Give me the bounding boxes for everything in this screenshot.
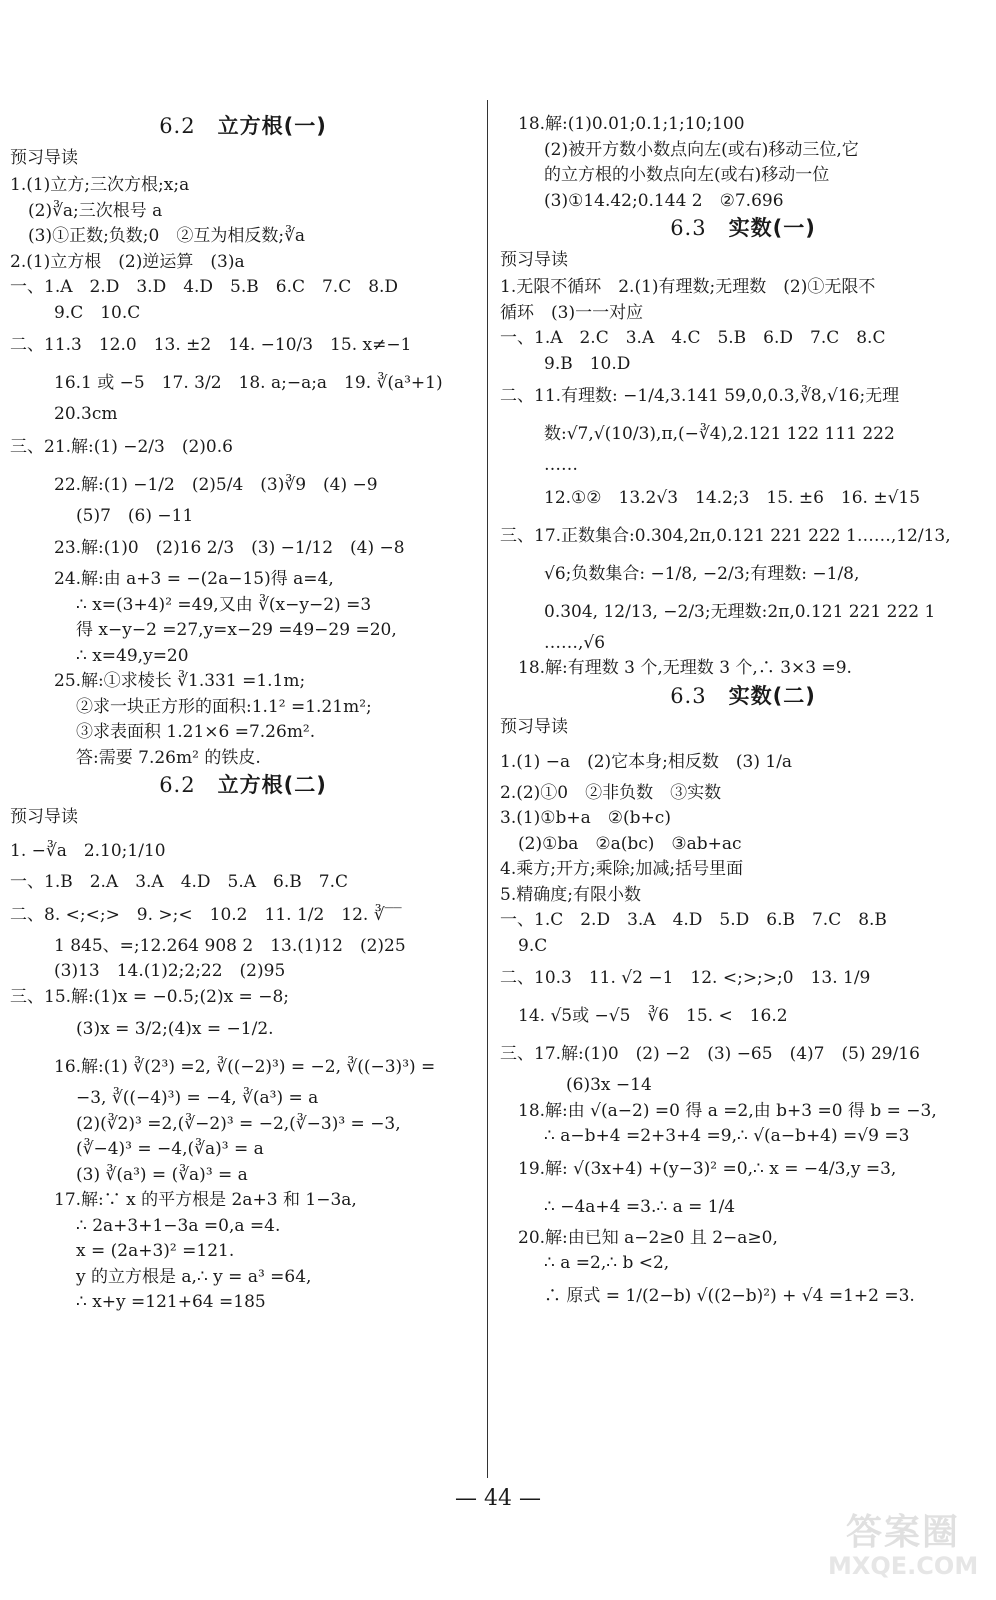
answer-line: ∴ a =2,∴ b <2,	[544, 1253, 670, 1273]
answer-line: 24.解:由 a+3 = −(2a−15)得 a=4,	[54, 569, 334, 589]
preview-heading: 预习导读	[10, 806, 78, 827]
answer-line: ∴ x=(3+4)² =49,又由 ∛(x−y−2) =3	[76, 594, 372, 615]
answer-line: 0.304, 12/13, −2/3;无理数:2π,0.121 221 222 1	[544, 601, 936, 622]
answer-line: ③求表面积 1.21×6 =7.26m².	[76, 722, 316, 742]
answer-line: 二、8. <;<;> 9. >;< 10.2 11. 1/2 12. ∛‾‾	[10, 904, 402, 925]
answer-line: 18.解:有理数 3 个,无理数 3 个,∴ 3×3 =9.	[518, 658, 852, 678]
answer-line: y 的立方根是 a,∴ y = a³ =64,	[76, 1266, 312, 1287]
section-title-text: 立方根(一)	[217, 114, 327, 138]
section-title-cube-root-2	[10, 773, 476, 799]
answer-line: 3.(1)①b+a ②(b+c)	[500, 808, 671, 828]
answer-line: ∴ x=49,y=20	[76, 645, 189, 666]
preview-heading: 预习导读	[10, 147, 78, 168]
column-divider	[487, 100, 488, 1478]
preview-heading: 预习导读	[500, 717, 568, 737]
answer-line: 1.(1)立方;三次方根;x;a	[10, 175, 190, 195]
right-column	[500, 112, 986, 1315]
answer-line: x = (2a+3)² =121.	[76, 1241, 235, 1261]
section-number: 6.2	[159, 114, 196, 138]
watermark-url: MXQE.COM	[828, 1552, 979, 1580]
answer-line: 18.解:(1)0.01;0.1;1;10;100	[518, 114, 745, 134]
answer-line: (∛−4)³ = −4,(∛a)³ = a	[76, 1139, 264, 1159]
answer-line: 一、1.C 2.D 3.A 4.D 5.D 6.B 7.C 8.B	[500, 910, 887, 930]
answer-line: 22.解:(1) −1/2 (2)5/4 (3)∛9 (4) −9	[54, 474, 378, 495]
section-title-real-numbers-1	[500, 216, 986, 242]
answer-line: 1 845、=;12.264 908 2 13.(1)12 (2)25	[54, 935, 406, 956]
answer-line: (3)①正数;负数;0 ②互为相反数;∛a	[28, 226, 306, 246]
answer-line: ∴ a−b+4 =2+3+4 =9,∴ √(a−b+4) =√9 =3	[544, 1126, 910, 1146]
answer-line: 16.1 或 −5 17. 3/2 18. a;−a;a 19. ∛(a³+1)	[54, 373, 443, 393]
answer-line: 9.C	[518, 935, 548, 956]
answer-line: 17.解:∵ x 的平方根是 2a+3 和 1−3a,	[54, 1190, 357, 1210]
section-title-text: 立方根(二)	[217, 773, 327, 797]
answer-line: (6)3x −14	[566, 1075, 652, 1095]
answer-line: (5)7 (6) −11	[76, 505, 194, 526]
answer-line: 12.①② 13.2√3 14.2;3 15. ±6 16. ±√15	[544, 487, 921, 508]
answer-line: 1.(1) −a (2)它本身;相反数 (3) 1/a	[500, 751, 793, 772]
answer-line: −3, ∛((−4)³) = −4, ∛(a³) = a	[76, 1088, 319, 1108]
section-title-text: 实数(一)	[728, 216, 816, 240]
answer-line: 19.解: √(3x+4) +(y−3)² =0,∴ x = −4/3,y =3,	[518, 1158, 897, 1179]
answer-line: √6;负数集合: −1/8, −2/3;有理数: −1/8,	[544, 563, 860, 584]
answer-line: 18.解:由 √(a−2) =0 得 a =2,由 b+3 =0 得 b = −3,	[518, 1100, 937, 1121]
answer-line: 数:√7,√(10/3),π,(−∛4),2.121 122 111 222	[544, 424, 895, 444]
answer-line: 二、10.3 11. √2 −1 12. <;>;>;0 13. 1/9	[500, 968, 871, 988]
answer-line: (2)被开方数小数点向左(或右)移动三位,它	[544, 139, 859, 160]
answer-line: 4.乘方;开方;乘除;加减;括号里面	[500, 859, 744, 879]
section-number: 6.3	[670, 216, 707, 240]
preview-heading: 预习导读	[500, 249, 568, 270]
answer-line: ②求一块正方形的面积:1.1² =1.21m²;	[76, 696, 372, 717]
answer-line: 一、1.B 2.A 3.A 4.D 5.A 6.B 7.C	[10, 872, 348, 892]
answer-line: 9.B 10.D	[544, 353, 631, 374]
section-title-real-numbers-2	[500, 684, 986, 710]
left-column	[10, 112, 476, 1316]
answer-line: ∴ x+y =121+64 =185	[76, 1292, 266, 1312]
watermark-logo	[828, 1504, 978, 1594]
answer-line: 2.(1)立方根 (2)逆运算 (3)a	[10, 251, 245, 272]
answer-line: 一、1.A 2.D 3.D 4.D 5.B 6.C 7.C 8.D	[10, 277, 399, 297]
answer-line: 5.精确度;有限小数	[500, 884, 641, 905]
watermark-text: 答案圈	[845, 1512, 960, 1553]
answer-line: 9.C 10.C	[54, 302, 141, 323]
answer-line: 的立方根的小数点向左(或右)移动一位	[544, 165, 830, 185]
answer-line: 得 x−y−2 =27,y=x−29 =49−29 =20,	[76, 620, 397, 640]
answer-line: (3)x = 3/2;(4)x = −1/2.	[76, 1019, 274, 1039]
answer-line: 三、15.解:(1)x = −0.5;(2)x = −8;	[10, 986, 289, 1007]
answer-line: 23.解:(1)0 (2)16 2/3 (3) −1/12 (4) −8	[54, 538, 405, 558]
answer-line: 三、21.解:(1) −2/3 (2)0.6	[10, 436, 233, 457]
answer-line: 25.解:①求棱长 ∛1.331 =1.1m;	[54, 671, 306, 691]
answer-line: (2)∛a;三次根号 a	[28, 200, 163, 221]
answer-line: (3)13 14.(1)2;2;22 (2)95	[54, 961, 286, 981]
answer-line: ∴ −4a+4 =3.∴ a = 1/4	[544, 1196, 736, 1217]
answer-line: 1. −∛a 2.10;1/10	[10, 841, 166, 861]
answer-line: 1.无限不循环 2.(1)有理数;无理数 (2)①无限不	[500, 277, 876, 297]
answer-line: 20.解:由已知 a−2≥0 且 2−a≥0,	[518, 1227, 778, 1248]
answer-line: 一、1.A 2.C 3.A 4.C 5.B 6.D 7.C 8.C	[500, 328, 886, 348]
section-title-text: 实数(二)	[728, 683, 816, 708]
section-number: 6.3	[670, 683, 707, 708]
page-number: — 44 —	[455, 1486, 541, 1511]
section-title-cube-root-1	[10, 114, 476, 140]
answer-line: (2)(∛2)³ =2,(∛−2)³ = −2,(∛−3)³ = −3,	[76, 1113, 401, 1134]
answer-line: 三、17.正数集合:0.304,2π,0.121 221 222 1……,12/13,	[500, 525, 951, 546]
answer-line: 二、11.有理数: −1/4,3.141 59,0,0.3,∛8,√16;无理	[500, 386, 900, 406]
answer-line: ……,√6	[544, 632, 606, 653]
section-number: 6.2	[159, 773, 196, 797]
answer-line: 2.(2)①0 ②非负数 ③实数	[500, 782, 722, 803]
answer-line: ……	[544, 455, 578, 475]
answer-line: ∴ 原式 = 1/(2−b) √((2−b)²) + √4 =1+2 =3.	[544, 1285, 915, 1306]
answer-line: 答:需要 7.26m² 的铁皮.	[76, 747, 261, 768]
answer-line: 14. √5或 −√5 ∛6 15. < 16.2	[518, 1006, 788, 1026]
answer-line: (3)①14.42;0.144 2 ②7.696	[544, 190, 784, 211]
answer-line: 二、11.3 12.0 13. ±2 14. −10/3 15. x≠−1	[10, 335, 412, 355]
answer-line: 循环 (3)一一对应	[500, 302, 644, 323]
answer-line: 20.3cm	[54, 404, 118, 424]
answer-line: (2)①ba ②a(bc) ③ab+ac	[518, 833, 742, 854]
answer-line: 16.解:(1) ∛(2³) =2, ∛((−2)³) = −2, ∛((−3)³) =	[54, 1057, 436, 1077]
answer-line: ∴ 2a+3+1−3a =0,a =4.	[76, 1215, 281, 1236]
answer-line: 三、17.解:(1)0 (2) −2 (3) −65 (4)7 (5) 29/16	[500, 1044, 920, 1064]
answer-line: (3) ∛(a³) = (∛a)³ = a	[76, 1164, 248, 1185]
